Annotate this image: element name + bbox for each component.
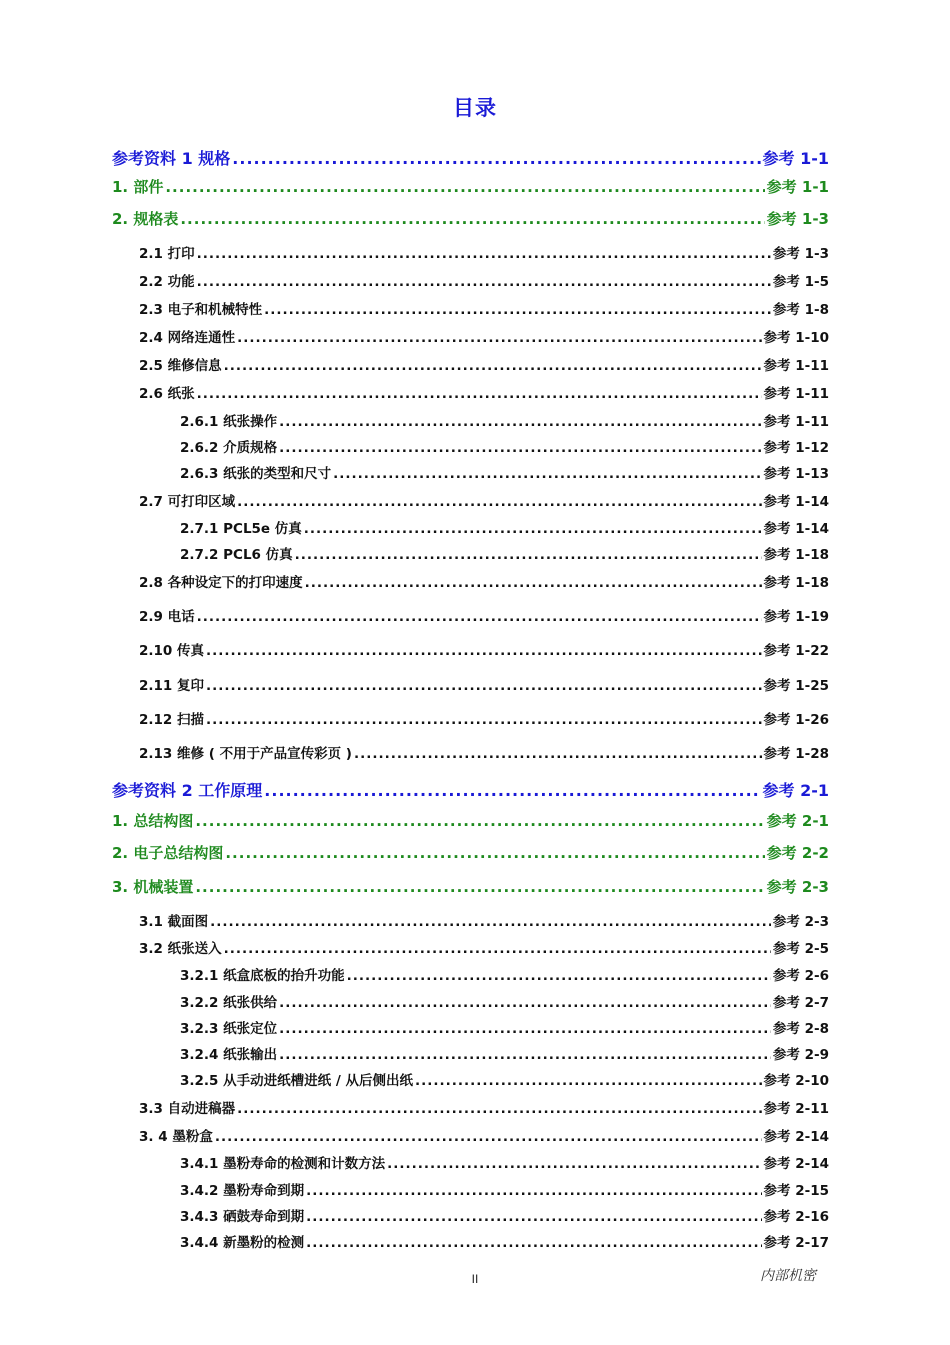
- toc-dot-leader: [354, 746, 762, 762]
- toc-dot-leader: [237, 1101, 761, 1117]
- toc-entry-title: 3. 机械装置: [112, 878, 194, 896]
- page-number: II: [471, 1272, 479, 1286]
- toc-entry-title: 2.4 网络连通性: [139, 330, 236, 346]
- toc-dot-leader: [347, 968, 771, 984]
- toc-entry-page: 参考 1-8: [772, 302, 829, 318]
- toc-dot-leader: [197, 274, 771, 290]
- toc-entry-title: 2.10 传真: [139, 643, 205, 659]
- toc-entry-page: 参考 1-5: [772, 274, 829, 290]
- toc-entry[interactable]: [112, 810, 829, 831]
- toc-entry-title: 2.6.1 纸张操作: [180, 414, 278, 430]
- toc-entry-page: 参考 1-10: [763, 330, 829, 346]
- toc-entry-title: 3.4.1 墨粉寿命的检测和计数方法: [180, 1156, 386, 1172]
- toc-entry-title: 2.8 各种设定下的打印速度: [139, 575, 303, 591]
- toc-entry[interactable]: [112, 208, 829, 229]
- toc-entry[interactable]: [180, 1179, 829, 1199]
- toc-entry[interactable]: [180, 517, 829, 537]
- toc-entry-title: 2.7 可打印区域: [139, 494, 236, 510]
- toc-entry-page: 参考 1-1: [762, 149, 829, 168]
- toc-entry-title: 1. 部件: [112, 178, 164, 196]
- toc-entry[interactable]: [180, 1152, 829, 1172]
- toc-entry[interactable]: [139, 1097, 829, 1117]
- toc-entry-title: 3.4.2 墨粉寿命到期: [180, 1183, 305, 1199]
- toc-dot-leader: [225, 844, 764, 862]
- toc-entry[interactable]: [180, 964, 829, 984]
- toc-entry-title: 2.9 电话: [139, 609, 195, 625]
- toc-entry-title: 2.13 维修 ( 不用于产品宣传彩页 ): [139, 746, 352, 762]
- toc-entry-page: 参考 2-2: [766, 844, 829, 862]
- toc-entry[interactable]: [180, 543, 829, 563]
- toc-entry-page: 参考 2-14: [763, 1156, 829, 1172]
- toc-entry[interactable]: [139, 298, 829, 318]
- toc-entry-title: 2.3 电子和机械特性: [139, 302, 263, 318]
- toc-entry[interactable]: [139, 354, 829, 374]
- toc-entry-page: 参考 1-14: [763, 521, 829, 537]
- toc-entry-page: 参考 2-7: [772, 995, 829, 1011]
- toc-entry-page: 参考 2-15: [763, 1183, 829, 1199]
- toc-dot-leader: [306, 1235, 761, 1251]
- toc-entry-page: 参考 1-25: [763, 678, 829, 694]
- toc-entry[interactable]: [139, 242, 829, 262]
- toc-dot-leader: [197, 386, 762, 402]
- toc-dot-leader: [306, 1209, 761, 1225]
- toc-entry-title: 参考资料 2 工作原理: [112, 781, 263, 800]
- page-title: 目录: [453, 96, 497, 120]
- toc-entry[interactable]: [180, 1017, 829, 1037]
- toc-entry[interactable]: [112, 778, 829, 801]
- toc-entry-title: 2.7.2 PCL6 仿真: [180, 547, 293, 563]
- toc-entry-title: 3.2.5 从手动进纸槽进纸 / 从后侧出纸: [180, 1073, 413, 1089]
- toc-dot-leader: [224, 941, 771, 957]
- toc-entry-title: 2.7.1 PCL5e 仿真: [180, 521, 302, 537]
- toc-entry[interactable]: [139, 382, 829, 402]
- toc-entry[interactable]: [139, 937, 829, 957]
- toc-entry-title: 2.11 复印: [139, 678, 205, 694]
- toc-dot-leader: [195, 878, 764, 896]
- toc-entry-title: 3.2.2 纸张供给: [180, 995, 278, 1011]
- toc-entry-page: 参考 2-6: [772, 968, 829, 984]
- toc-dot-leader: [387, 1156, 761, 1172]
- toc-dot-leader: [279, 440, 761, 456]
- toc-entry-page: 参考 2-5: [772, 941, 829, 957]
- toc-entry-title: 2.5 维修信息: [139, 358, 222, 374]
- toc-entry[interactable]: [112, 876, 829, 897]
- toc-dot-leader: [279, 414, 761, 430]
- confidential-mark: 内部机密: [760, 1269, 816, 1284]
- toc-dot-leader: [224, 358, 762, 374]
- toc-entry-title: 2.6.3 纸张的类型和尺寸: [180, 466, 332, 482]
- toc-entry-page: 参考 1-18: [763, 547, 829, 563]
- toc-entry[interactable]: [139, 742, 829, 762]
- toc-dot-leader: [165, 178, 764, 196]
- toc-dot-leader: [279, 1021, 771, 1037]
- toc-dot-leader: [197, 609, 762, 625]
- toc-entry[interactable]: [180, 991, 829, 1011]
- toc-entry-page: 参考 1-19: [763, 609, 829, 625]
- toc-entry[interactable]: [180, 1043, 829, 1063]
- toc-entry[interactable]: [139, 490, 829, 510]
- toc-entry-page: 参考 1-3: [766, 210, 829, 228]
- toc-entry-page: 参考 1-26: [763, 712, 829, 728]
- toc-entry-title: 2.6 纸张: [139, 386, 195, 402]
- toc-dot-leader: [415, 1073, 762, 1089]
- toc-entry-page: 参考 2-9: [772, 1047, 829, 1063]
- toc-entry[interactable]: [112, 146, 829, 169]
- toc-entry-title: 3.3 自动进稿器: [139, 1101, 236, 1117]
- toc-entry[interactable]: [112, 176, 829, 197]
- toc-entry-title: 参考资料 1 规格: [112, 149, 231, 168]
- toc-dot-leader: [304, 521, 762, 537]
- toc-entry[interactable]: [139, 674, 829, 694]
- toc-entry[interactable]: [139, 326, 829, 346]
- toc-entry-page: 参考 1-11: [763, 386, 829, 402]
- toc-entry-page: 参考 1-22: [763, 643, 829, 659]
- toc-dot-leader: [333, 466, 761, 482]
- toc-entry[interactable]: [139, 605, 829, 625]
- toc-entry[interactable]: [139, 1125, 829, 1145]
- toc-entry-page: 参考 1-12: [763, 440, 829, 456]
- toc-entry-title: 2.12 扫描: [139, 712, 205, 728]
- toc-dot-leader: [206, 643, 762, 659]
- toc-dot-leader: [264, 302, 771, 318]
- toc-entry-title: 1. 总结构图: [112, 812, 194, 830]
- toc-entry-page: 参考 2-16: [763, 1209, 829, 1225]
- toc-entry-page: 参考 1-11: [763, 358, 829, 374]
- toc-entry[interactable]: [180, 462, 829, 482]
- toc-entry-title: 3.4.4 新墨粉的检测: [180, 1235, 305, 1251]
- toc-entry-page: 参考 1-28: [763, 746, 829, 762]
- toc-entry[interactable]: [180, 410, 829, 430]
- toc-entry-title: 3.2.1 纸盒底板的抬升功能: [180, 968, 345, 984]
- toc-entry-title: 2. 电子总结构图: [112, 844, 224, 862]
- toc-entry-title: 2. 规格表: [112, 210, 179, 228]
- toc-dot-leader: [279, 995, 771, 1011]
- toc-entry[interactable]: [139, 571, 829, 591]
- toc-dot-leader: [305, 575, 762, 591]
- toc-entry[interactable]: [139, 708, 829, 728]
- toc-entry[interactable]: [112, 842, 829, 863]
- toc-dot-leader: [232, 149, 760, 168]
- toc-dot-leader: [206, 712, 762, 728]
- toc-entry-page: 参考 1-13: [763, 466, 829, 482]
- toc-dot-leader: [306, 1183, 761, 1199]
- toc-entry[interactable]: [180, 1205, 829, 1225]
- toc-entry-title: 2.1 打印: [139, 246, 195, 262]
- toc-dot-leader: [197, 246, 771, 262]
- toc-entry-page: 参考 2-14: [763, 1129, 829, 1145]
- toc-entry[interactable]: [139, 910, 829, 930]
- toc-entry-page: 参考 1-18: [763, 575, 829, 591]
- toc-entry-page: 参考 2-17: [763, 1235, 829, 1251]
- toc-entry-title: 2.2 功能: [139, 274, 195, 290]
- toc-entry-title: 3.1 截面图: [139, 914, 209, 930]
- toc-entry[interactable]: [139, 639, 829, 659]
- toc-dot-leader: [210, 914, 771, 930]
- toc-entry-title: 2.6.2 介质规格: [180, 440, 278, 456]
- toc-dot-leader: [237, 330, 761, 346]
- toc-entry-title: 3.4.3 硒鼓寿命到期: [180, 1209, 305, 1225]
- toc-entry-page: 参考 1-1: [766, 178, 829, 196]
- toc-dot-leader: [206, 678, 762, 694]
- toc-entry-page: 参考 1-3: [772, 246, 829, 262]
- toc-entry-title: 3.2.4 纸张输出: [180, 1047, 278, 1063]
- toc-dot-leader: [295, 547, 762, 563]
- toc-dot-leader: [180, 210, 764, 228]
- toc-dot-leader: [264, 781, 760, 800]
- toc-entry[interactable]: [139, 270, 829, 290]
- toc-entry-page: 参考 2-11: [763, 1101, 829, 1117]
- toc-entry-page: 参考 2-10: [763, 1073, 829, 1089]
- toc-entry-page: 参考 1-11: [763, 414, 829, 430]
- toc-dot-leader: [195, 812, 764, 830]
- toc-entry-page: 参考 1-14: [763, 494, 829, 510]
- toc-entry-title: 3.2 纸张送入: [139, 941, 222, 957]
- toc-entry[interactable]: [180, 1069, 829, 1089]
- toc-entry-page: 参考 2-1: [762, 781, 829, 800]
- toc-entry[interactable]: [180, 1231, 829, 1251]
- toc-dot-leader: [279, 1047, 771, 1063]
- toc-entry-page: 参考 2-8: [772, 1021, 829, 1037]
- toc-entry[interactable]: [180, 436, 829, 456]
- toc-entry-page: 参考 2-1: [766, 812, 829, 830]
- toc-entry-page: 参考 2-3: [772, 914, 829, 930]
- toc-entry-page: 参考 2-3: [766, 878, 829, 896]
- toc-entry-title: 3. 4 墨粉盒: [139, 1129, 213, 1145]
- toc-dot-leader: [215, 1129, 762, 1145]
- toc-dot-leader: [237, 494, 761, 510]
- toc-entry-title: 3.2.3 纸张定位: [180, 1021, 278, 1037]
